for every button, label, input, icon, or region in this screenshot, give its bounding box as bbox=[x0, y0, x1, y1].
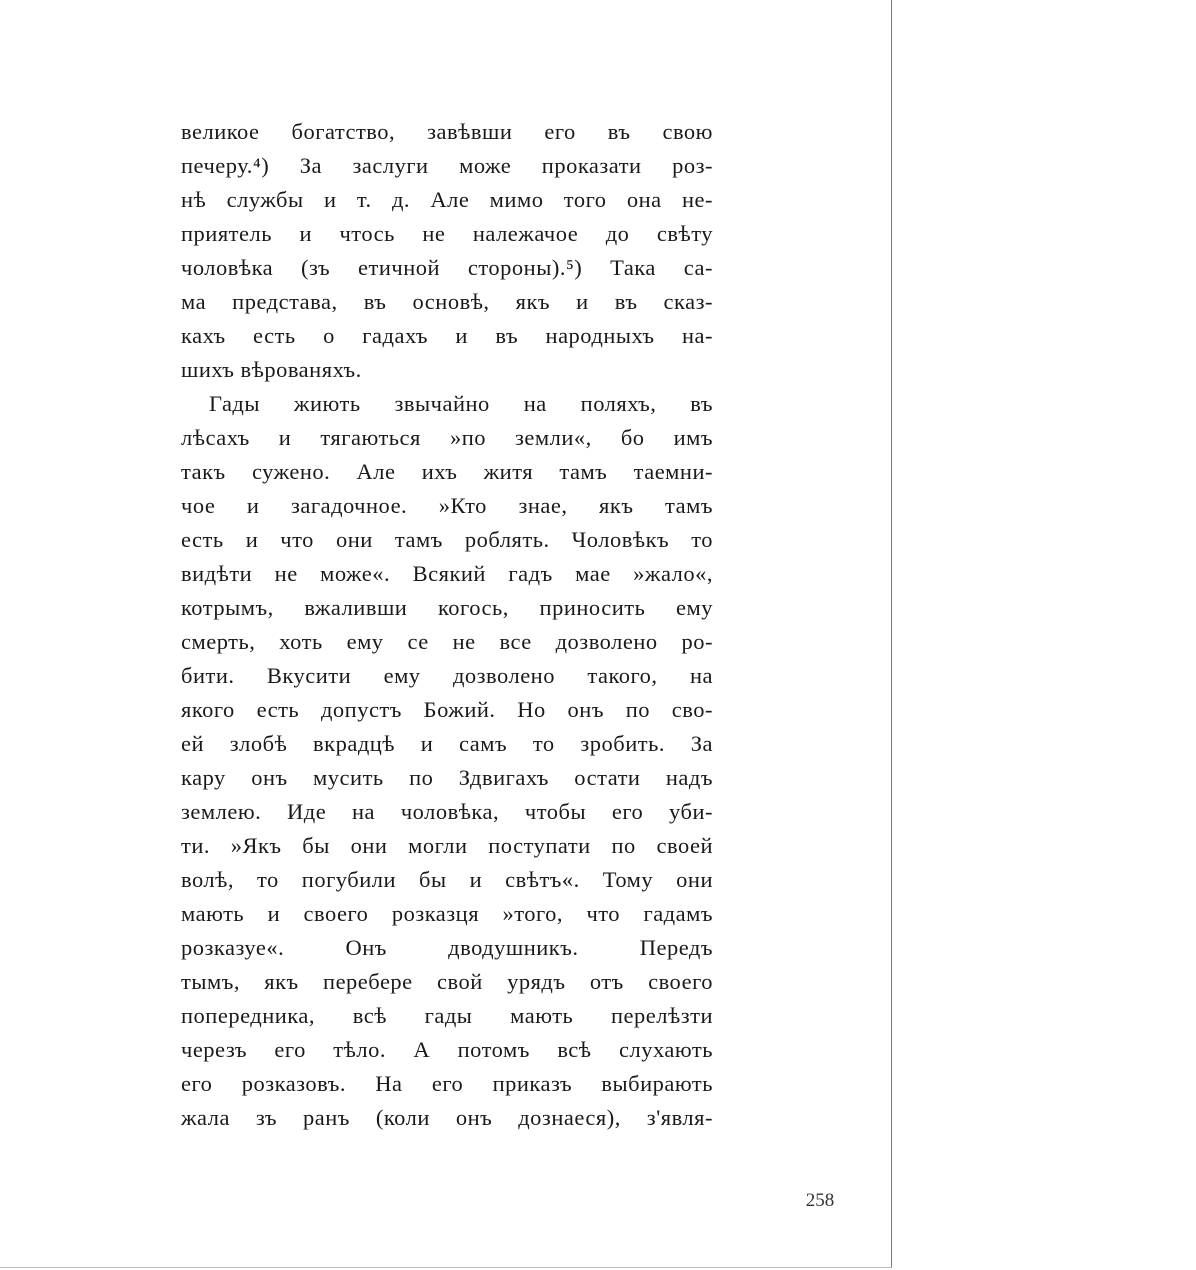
text-line: кахъ есть о гадахъ и въ народныхъ на- bbox=[181, 323, 713, 348]
text-line: нѣ службы и т. д. Але мимо того она не- bbox=[181, 187, 713, 212]
text-line: смерть, хоть ему се не все дозволено ро- bbox=[181, 629, 713, 654]
text-line: мають и своего розказця »того, что гадамъ bbox=[181, 901, 713, 926]
text-line: шихъ вѣрованяхъ. bbox=[181, 357, 362, 382]
paragraph-1 bbox=[181, 115, 713, 387]
text-line: якого есть допустъ Божий. Но онъ по сво- bbox=[181, 697, 713, 722]
text-line: черезъ его тѣло. А потомъ всѣ слухають bbox=[181, 1037, 713, 1062]
text-line: печеру.⁴) За заслуги може проказати роз- bbox=[181, 153, 713, 178]
text-line: попередника, всѣ гады мають перелѣзти bbox=[181, 1003, 713, 1028]
text-line: волѣ, то погубили бы и свѣтъ«. Тому они bbox=[181, 867, 713, 892]
text-line: великое богатство, завѣвши его въ свою bbox=[181, 119, 713, 144]
text-line: тымъ, якъ перебере свой урядъ отъ своего bbox=[181, 969, 713, 994]
text-line: есть и что они тамъ роблять. Чоловѣкъ то bbox=[181, 527, 713, 552]
text-line: кару онъ мусить по Здвигахъ остати надъ bbox=[181, 765, 713, 790]
paragraph-2 bbox=[181, 387, 713, 1135]
body-text bbox=[181, 115, 713, 1135]
text-line: котрымъ, вжаливши когось, приносить ему bbox=[181, 595, 713, 620]
text-line: такъ сужено. Але ихъ житя тамъ таемни- bbox=[181, 459, 713, 484]
text-line: Гады жиють звычайно на поляхъ, въ bbox=[209, 391, 713, 416]
page-number: 258 bbox=[805, 1190, 835, 1211]
text-line: бити. Вкусити ему дозволено такого, на bbox=[181, 663, 713, 688]
text-line: видѣти не може«. Всякий гадъ мае »жало«, bbox=[181, 561, 713, 586]
text-line: ма представа, въ основѣ, якъ и въ сказ- bbox=[181, 289, 713, 314]
text-line: ей злобѣ вкрадцѣ и самъ то зробить. За bbox=[181, 731, 713, 756]
text-line: чое и загадочное. »Кто знае, якъ тамъ bbox=[181, 493, 713, 518]
text-line: жала зъ ранъ (коли онъ дознаеся), з'явля- bbox=[181, 1105, 713, 1130]
text-line: ти. »Якъ бы они могли поступати по своей bbox=[181, 833, 713, 858]
text-line: лѣсахъ и тягаються »по земли«, бо имъ bbox=[181, 425, 713, 450]
text-line: землею. Иде на чоловѣка, чтобы его уби- bbox=[181, 799, 713, 824]
text-line: его розказовъ. На его приказъ выбирають bbox=[181, 1071, 713, 1096]
text-line: приятель и чтось не належачое до свѣту bbox=[181, 221, 713, 246]
text-line: чоловѣка (зъ етичной стороны).⁵) Така са- bbox=[181, 255, 713, 280]
text-line: розказуе«. Онъ дводушникъ. Передъ bbox=[181, 935, 713, 960]
